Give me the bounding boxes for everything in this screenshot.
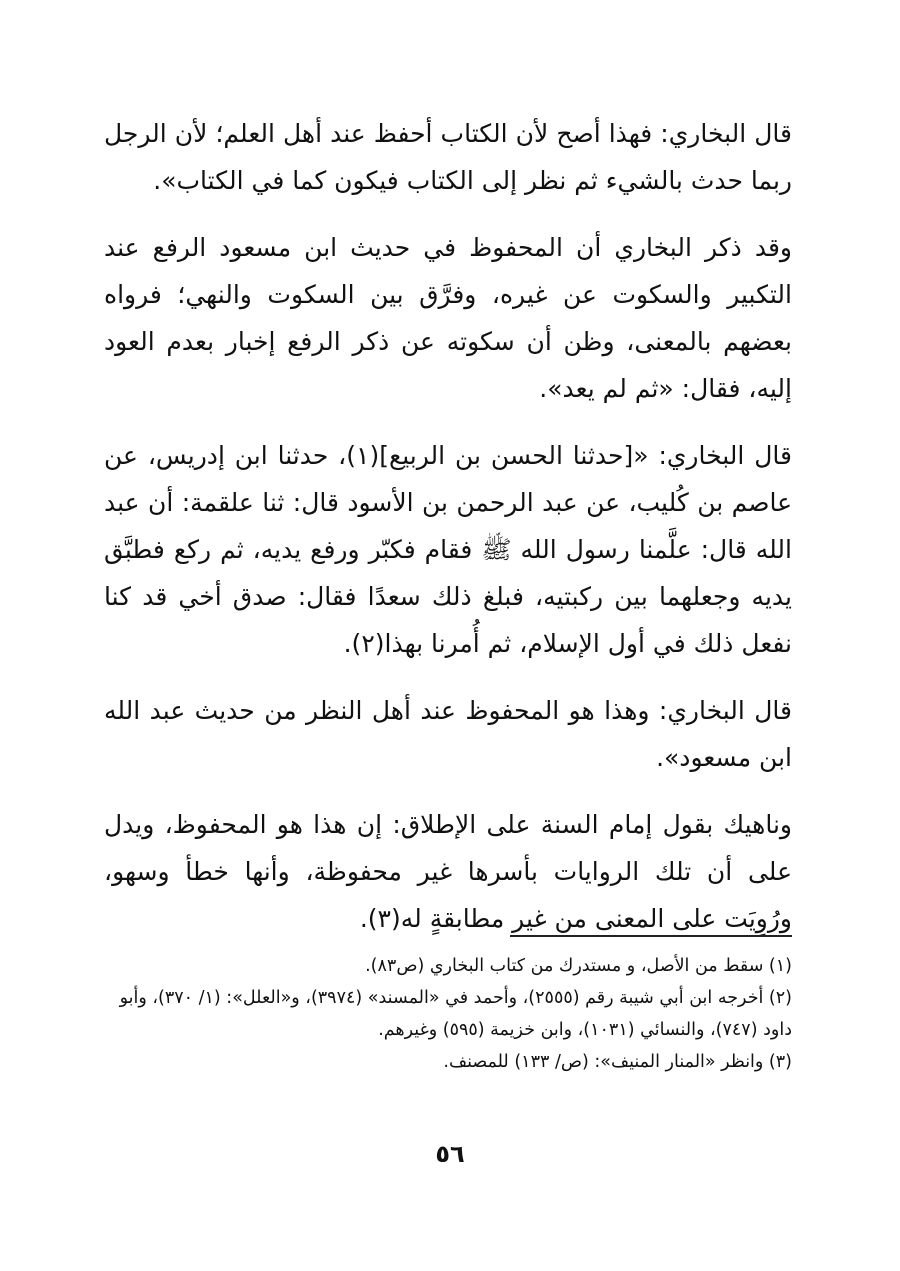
paragraph: وناهيك بقول إمام السنة على الإطلاق: إن هذا هو المحفوظ، ويدل على أن تلك الروايات بأسرها غير محفوظة، وأنها خطأ وسهو، ورُوِيَت على المعنى من غير مطابقةٍ له(٣). (104, 810, 792, 933)
main-text (104, 110, 792, 962)
paragraph: قال البخاري: وهذا هو المحفوظ عند أهل النظر من حديث عبد الله ابن مسعود». (104, 696, 792, 772)
footnote-separator (510, 935, 792, 937)
footnote: (٣) وانظر «المنار المنيف»: (ص/ ١٣٣) للمصنف. (443, 1052, 792, 1072)
footnote: (١) سقط من الأصل، و مستدرك من كتاب البخاري (ص٨٣). (365, 956, 792, 976)
paragraph: وقد ذكر البخاري أن المحفوظ في حديث ابن مسعود الرفع عند التكبير والسكوت عن غيره، وفرَّق بين السكوت والنهي؛ فرواه بعضهم بالمعنى، وظن أن سكوته عن ذكر الرفع إخبار بعدم العود إليه، فقال: «ثم لم يعد». (104, 233, 792, 403)
footnotes (104, 950, 792, 1078)
page-number: ٥٦ (435, 1140, 465, 1168)
paragraph: قال البخاري: «[حدثنا الحسن بن الربيع](١)، حدثنا ابن إدريس، عن عاصم بن كُليب، عن عبد الرحمن بن الأسود قال: ثنا علقمة: أن عبد الله قال: علَّمنا رسول الله ﷺ فقام فكبّر ورفع يديه، ثم ركع فطبَّق يديه وجعلهما بين ركبتيه، فبلغ ذلك سعدًا فقال: صدق أخي قد كنا نفعل ذلك في أول الإسلام، ثم أُمرنا بهذا(٢). (104, 441, 792, 658)
paragraph: قال البخاري: فهذا أصح لأن الكتاب أحفظ عند أهل العلم؛ لأن الرجل ربما حدث بالشيء ثم نظر إلى الكتاب فيكون كما في الكتاب». (104, 119, 792, 195)
footnote: (٢) أخرجه ابن أبي شيبة رقم (٢٥٥٥)، وأحمد في «المسند» (٣٩٧٤)، و«العلل»: (١/ ٣٧٠)، وأبو داود (٧٤٧)، والنسائي (١٠٣١)، وابن خزيمة (٥٩٥) وغيرهم. (119, 988, 792, 1040)
